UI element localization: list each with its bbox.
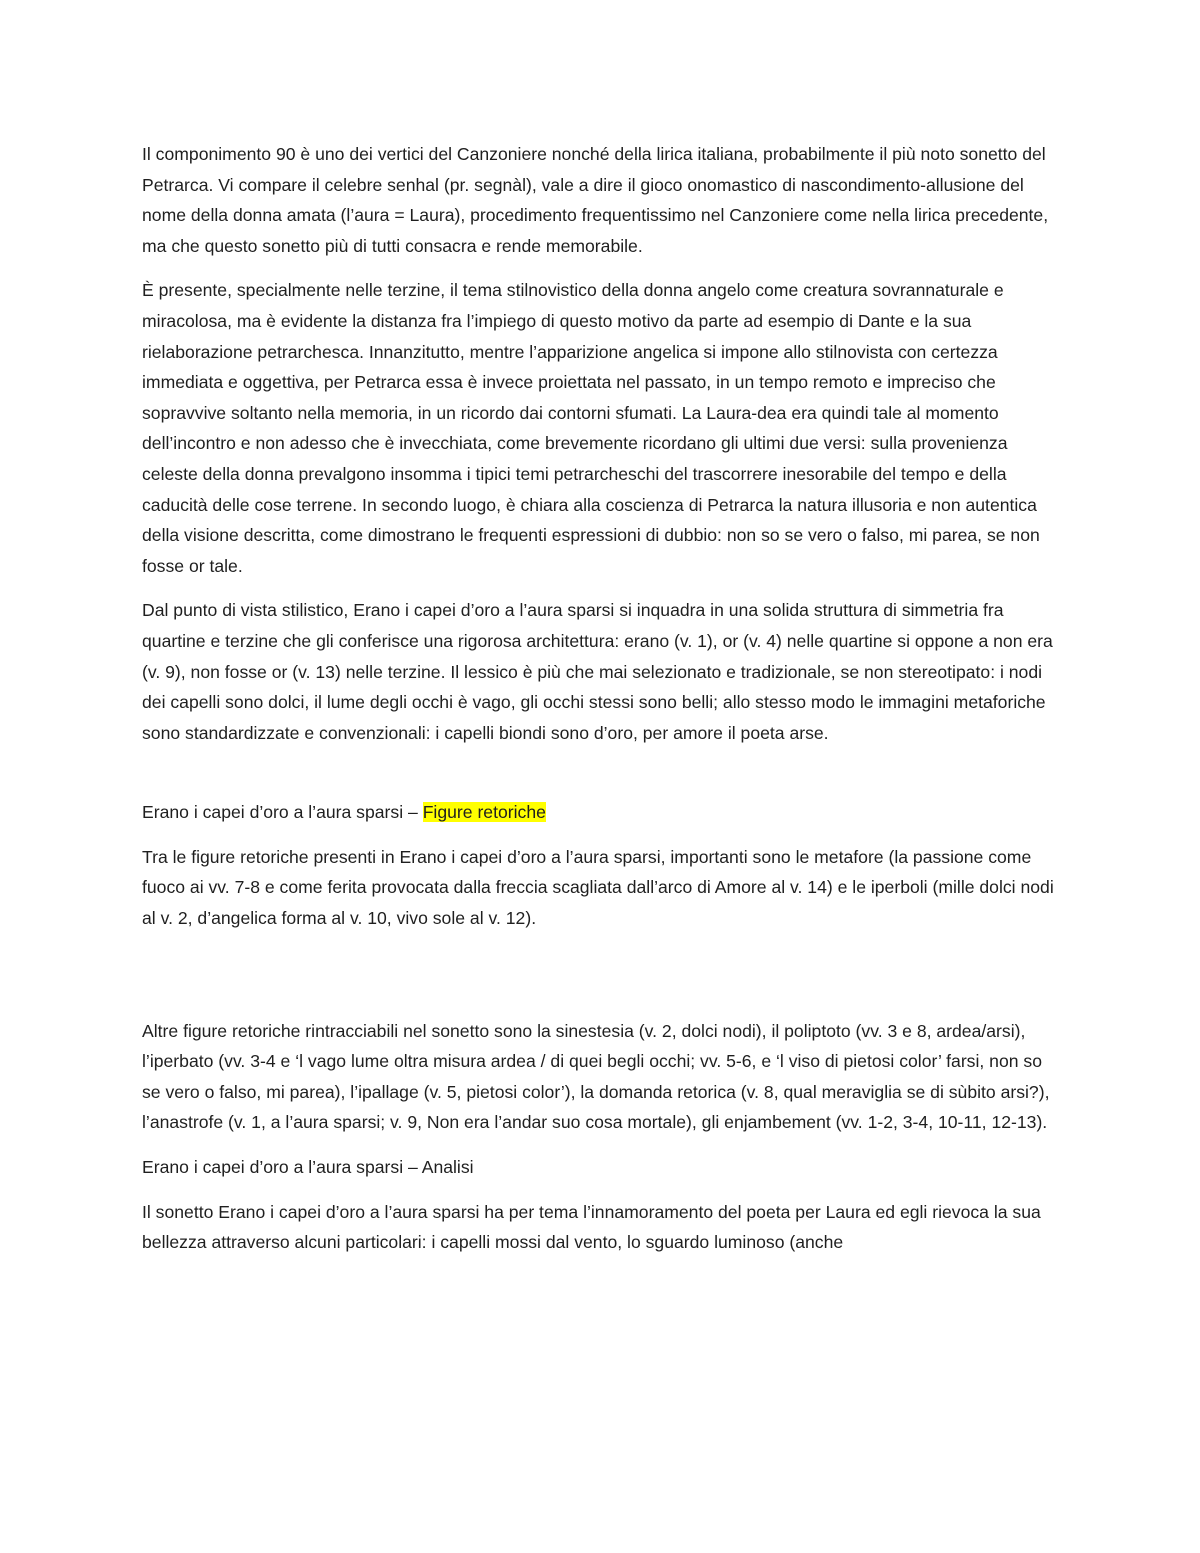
highlighted-text: Figure retoriche — [422, 802, 546, 823]
heading-figure-prefix: Erano i capei d’oro a l’aura sparsi – — [142, 802, 423, 823]
paragraph-donna-angelo: È presente, specialmente nelle terzine, il tema stilnovistico della donna angelo come creatura sovrannaturale e miracolosa, ma è evidente la distanza fra l’impiego di questo motivo da parte ad esempio di Dante e la sua rielaborazione petrarchesca. Innanzitutto, mentre l’apparizione angelica si impone allo stilnovista con certezza immediata e oggettiva, per Petrarca essa è invece proiettata nel passato, in un tempo remoto e impreciso che sopravvive soltanto nella memoria, in un ricordo dai contorni sfumati. La Laura-dea era quindi tale al momento dell’incontro e non adesso che è invecchiata, come brevemente ricordano gli ultimi due versi: sulla provenienza celeste della donna prevalgono insomma i tipici temi petrarcheschi del trascorrere inesorabile del tempo e della caducità delle cose terrene. In secondo luogo, è chiara alla coscienza di Petrarca la natura illusoria e non autentica della visione descritta, come dimostrano le frequenti espressioni di dubbio: non so se vero o falso, mi parea, se non fosse or tale. — [142, 280, 1040, 576]
heading-figure-retoriche — [142, 797, 1064, 828]
paragraph-altre-figure: Altre figure retoriche rintracciabili nel sonetto sono la sinestesia (v. 2, dolci nodi), il poliptoto (vv. 3 e 8, ardea/arsi), l’iperbato (vv. 3-4 e ‘l vago lume oltra misura ardea / di quei begli occhi; vv. 5-6, e ‘l viso di pietosi color’ farsi, non so se vero o falso, mi parea), l’ipallage (v. 5, pietosi color’), la domanda retorica (v. 8, qual meraviglia se di sùbito arsi?), l’anastrofe (v. 1, a l’aura sparsi; v. 9, Non era l’andar suo cosa mortale), gli enjambement (vv. 1-2, 3-4, 10-11, 12-13). — [142, 1020, 1050, 1133]
document-body — [142, 139, 1064, 1272]
paragraph-metafore: Tra le figure retoriche presenti in Erano i capei d’oro a l’aura sparsi, importanti sono le metafore (la passione come fuoco ai vv. 7-8 e come ferita provocata dalla freccia scagliata dall’arco di Amore al v. 14) e le iperboli (mille dolci nodi al v. 2, d’angelica forma al v. 10, vivo sole al v. 12). — [142, 846, 1054, 929]
heading-analisi: Erano i capei d’oro a l’aura sparsi – Analisi — [142, 1157, 474, 1178]
paragraph-analisi: Il sonetto Erano i capei d’oro a l’aura sparsi ha per tema l’innamoramento del poeta per Laura ed egli rievoca la sua bellezza attraverso alcuni particolari: i capelli mossi dal vento, lo sguardo luminoso (anche — [142, 1201, 1041, 1253]
paragraph-intro: Il componimento 90 è uno dei vertici del Canzoniere nonché della lirica italiana, probabilmente il più noto sonetto del Petrarca. Vi compare il celebre senhal (pr. segnàl), vale a dire il gioco onomastico di nascondimento-allusione del nome della donna amata (l’aura = Laura), procedimento frequentissimo nel Canzoniere come nella lirica precedente, ma che questo sonetto più di tutti consacra e rende memorabile. — [142, 144, 1049, 256]
paragraph-stile: Dal punto di vista stilistico, Erano i capei d’oro a l’aura sparsi si inquadra in una solida struttura di simmetria fra quartine e terzine che gli conferisce una rigorosa architettura: erano (v. 1), or (v. 4) nelle quartine si oppone a non era (v. 9), non fosse or (v. 13) nelle terzine. Il lessico è più che mai selezionato e tradizionale, se non stereotipato: i nodi dei capelli sono dolci, il lume degli occhi è vago, gli occhi stessi sono belli; allo stesso modo le immagini metaforiche sono standardizzate e convenzionali: i capelli biondi sono d’oro, per amore il poeta arse. — [142, 600, 1053, 743]
